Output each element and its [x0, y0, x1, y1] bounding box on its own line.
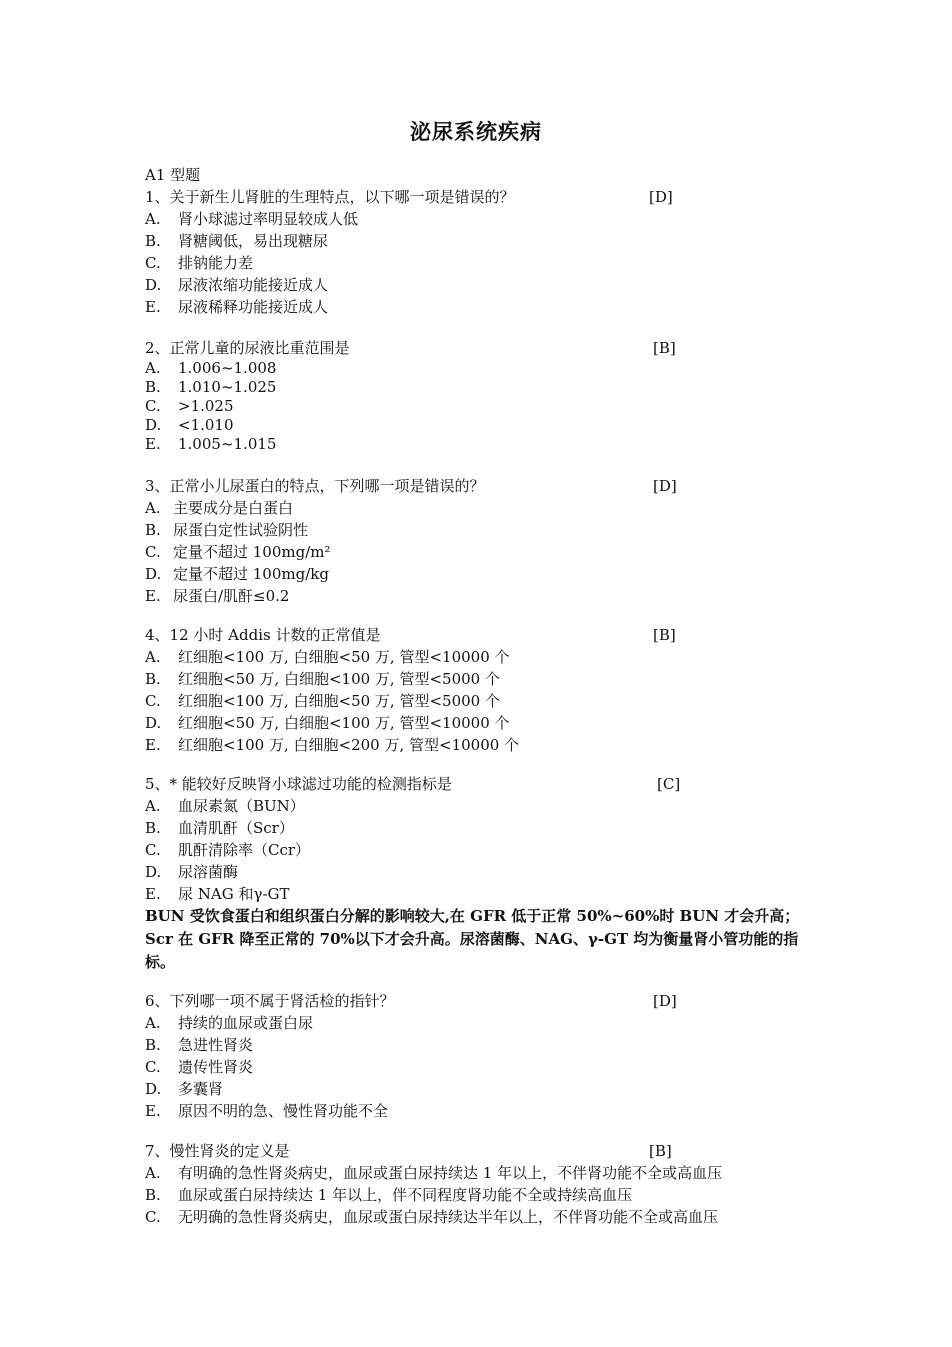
option-e: E. 尿液稀释功能接近成人	[145, 298, 329, 316]
option-c: C. 排钠能力差	[145, 254, 254, 272]
option-c: C. 肌酐清除率（Ccr）	[145, 841, 311, 859]
question-6	[145, 990, 825, 1122]
option-a: A. 持续的血尿或蛋白尿	[145, 1014, 314, 1032]
option-d: D. <1.010	[145, 416, 234, 434]
question-stem: 7、慢性肾炎的定义是	[145, 1142, 290, 1160]
option-b: B. 血尿或蛋白尿持续达 1 年以上，伴不同程度肾功能不全或持续高血压	[145, 1186, 633, 1204]
answer-key: [B]	[653, 626, 676, 644]
question-7	[145, 1140, 825, 1228]
option-c: C. >1.025	[145, 397, 234, 415]
option-c: C. 遗传性肾炎	[145, 1058, 254, 1076]
option-a: A. 红细胞<100 万, 白细胞<50 万, 管型<10000 个	[145, 648, 510, 666]
section-heading: A1 型题	[145, 166, 201, 184]
option-b: B. 急进性肾炎	[145, 1036, 254, 1054]
option-e: E. 1.005~1.015	[145, 435, 277, 453]
option-b: B. 肾糖阈低，易出现糖尿	[145, 232, 329, 250]
option-c: C. 定量不超过 100mg/m²	[145, 543, 331, 561]
answer-key: [B]	[653, 339, 676, 357]
question-stem: 1、关于新生儿肾脏的生理特点，以下哪一项是错误的？	[145, 188, 515, 206]
option-c: C. 无明确的急性肾炎病史，血尿或蛋白尿持续达半年以上，不伴肾功能不全或高血压	[145, 1208, 719, 1226]
question-3	[145, 475, 825, 607]
option-d: D. 尿溶菌酶	[145, 863, 239, 881]
option-e: E. 尿 NAG 和γ-GT	[145, 885, 290, 903]
option-e: E. 原因不明的急、慢性肾功能不全	[145, 1102, 389, 1120]
question-stem: 2、正常儿童的尿液比重范围是	[145, 339, 350, 357]
option-c: C. 红细胞<100 万, 白细胞<50 万, 管型<5000 个	[145, 692, 500, 710]
option-b: B. 血清肌酐（Scr）	[145, 819, 294, 837]
option-a: A. 血尿素氮（BUN）	[145, 797, 305, 815]
option-d: D. 定量不超过 100mg/kg	[145, 565, 329, 583]
page-title: 泌尿系统疾病	[410, 119, 542, 144]
option-d: D. 红细胞<50 万, 白细胞<100 万, 管型<10000 个	[145, 714, 510, 732]
answer-key: [D]	[653, 477, 677, 495]
question-4	[145, 624, 825, 756]
answer-key: [B]	[649, 1142, 672, 1160]
option-d: D. 多囊肾	[145, 1080, 224, 1098]
question-1	[145, 186, 825, 318]
question-stem: 5、* 能较好反映肾小球滤过功能的检测指标是	[145, 775, 452, 793]
explanation-note: BUN 受饮食蛋白和组织蛋白分解的影响较大,在 GFR 低于正常 50%~60%时 BUN 才会升高；Scr 在 GFR 降至正常的 70%以下才会升高。尿溶菌酶、NAG、γ-GT 均为衡量肾小管功能的指标。	[145, 907, 800, 971]
question-stem: 3、正常小儿尿蛋白的特点，下列哪一项是错误的？	[145, 477, 485, 495]
option-e: E. 尿蛋白/肌酐≤0.2	[145, 587, 290, 605]
option-e: E. 红细胞<100 万, 白细胞<200 万, 管型<10000 个	[145, 736, 520, 754]
answer-key: [C]	[657, 775, 681, 793]
option-a: A. 1.006~1.008	[145, 359, 277, 377]
option-a: A. 主要成分是白蛋白	[145, 499, 294, 517]
option-b: B. 尿蛋白定性试验阴性	[145, 521, 309, 539]
option-b: B. 1.010~1.025	[145, 378, 277, 396]
question-5	[145, 773, 825, 974]
option-a: A. 肾小球滤过率明显较成人低	[145, 210, 359, 228]
answer-key: [D]	[653, 992, 677, 1010]
option-b: B. 红细胞<50 万, 白细胞<100 万, 管型<5000 个	[145, 670, 500, 688]
option-d: D. 尿液浓缩功能接近成人	[145, 276, 329, 294]
question-stem: 6、下列哪一项不属于肾活检的指针？	[145, 992, 395, 1010]
answer-key: [D]	[649, 188, 673, 206]
question-2	[145, 337, 825, 454]
option-a: A. 有明确的急性肾炎病史，血尿或蛋白尿持续达 1 年以上，不伴肾功能不全或高血压	[145, 1164, 723, 1182]
question-stem: 4、12 小时 Addis 计数的正常值是	[145, 626, 381, 644]
